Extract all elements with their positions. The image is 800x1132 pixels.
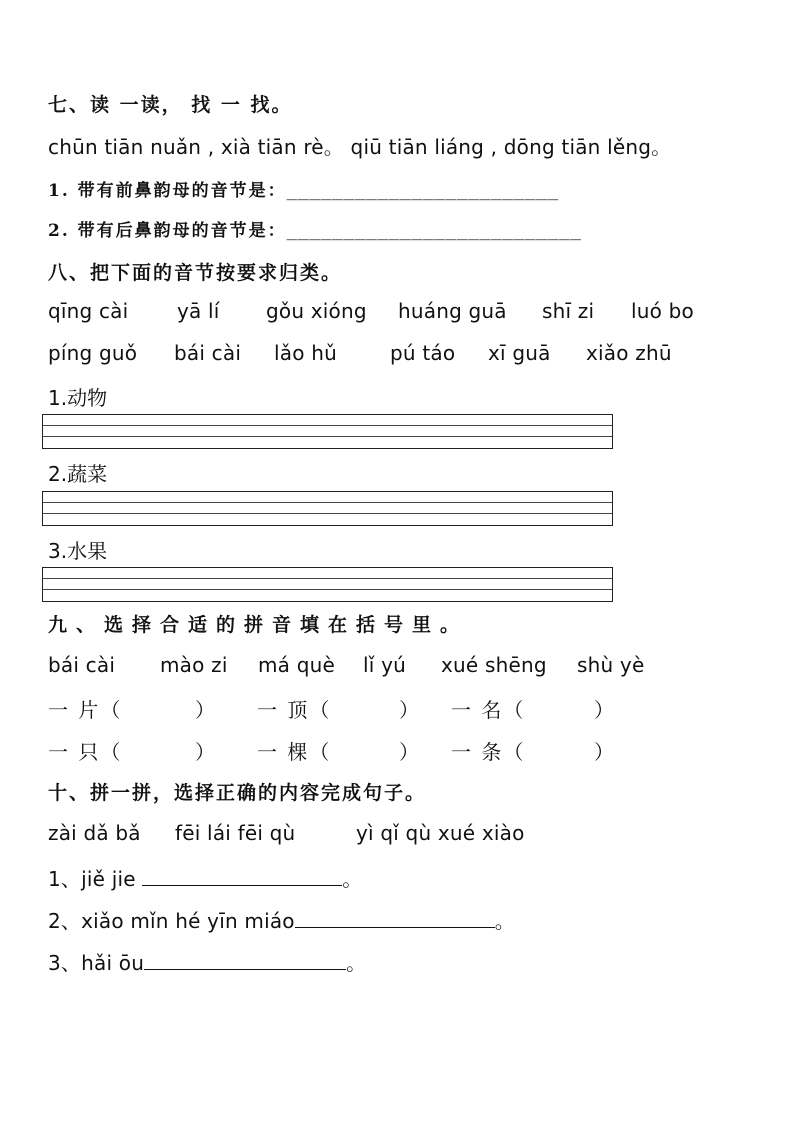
fill-in-bird: 一 只（ <box>48 740 123 764</box>
word-option: mào zi <box>160 653 228 677</box>
sentence-1-subject: 1、jiě jie <box>48 867 136 891</box>
section7-question-1 <box>48 176 559 201</box>
fill-in-student: 一 名（ <box>451 698 526 722</box>
syllable-item: xiǎo zhū <box>586 341 672 365</box>
syllable-item: yā lí <box>177 299 220 323</box>
writing-grid-animals[interactable] <box>42 414 613 449</box>
sentence-option: zài dǎ bǎ <box>48 821 141 845</box>
word-option: má què <box>258 653 335 677</box>
sentence-3-blank[interactable] <box>144 951 346 970</box>
paren-close[interactable]: ） <box>399 698 421 722</box>
syllable-item: lǎo hǔ <box>274 341 337 365</box>
sentence-3-subject: 3、hǎi ōu <box>48 951 145 975</box>
paren-close[interactable]: ） <box>594 698 616 722</box>
syllable-item: bái cài <box>174 341 242 365</box>
section9-heading: 九、选择合适的拼音填在括号里。 <box>48 614 469 636</box>
fill-in-hat: 一 顶（ <box>257 698 332 722</box>
category-animals-label: 1.动物 <box>48 386 108 410</box>
fill-in-cabbage: 一 棵（ <box>257 740 332 764</box>
section8-heading: 八、把下面的音节按要求归类。 <box>48 262 343 284</box>
syllable-item: huáng guā <box>398 299 507 323</box>
sentence-2-blank[interactable] <box>295 909 495 928</box>
syllable-item: luó bo <box>631 299 694 323</box>
syllable-item: gǒu xióng <box>266 299 367 323</box>
section7-pinyin-line: chūn tiān nuǎn , xià tiān rè。 qiū tiān liáng , dōng tiān lěng。 <box>48 135 672 159</box>
question-1-label: 1. 带有前鼻韵母的音节是： <box>48 181 287 201</box>
syllable-item: qīng cài <box>48 299 129 323</box>
word-option: shù yè <box>577 653 645 677</box>
word-option: xué shēng <box>441 653 547 677</box>
sentence-end: 。 <box>494 909 515 933</box>
sentence-2 <box>48 905 515 934</box>
sentence-2-subject: 2、xiǎo mǐn hé yīn miáo <box>48 909 295 933</box>
paren-close[interactable]: ） <box>399 740 421 764</box>
paren-close[interactable]: ） <box>594 740 616 764</box>
sentence-1-blank[interactable] <box>142 867 342 886</box>
answer-blank-2[interactable]: __________________________ <box>286 220 582 241</box>
fill-in-fish: 一 条（ <box>451 740 526 764</box>
syllable-item: xī guā <box>488 341 551 365</box>
fill-in-piece: 一 片（ <box>48 698 123 722</box>
category-vegetables-label: 2.蔬菜 <box>48 462 108 486</box>
syllable-item: píng guǒ <box>48 341 138 365</box>
word-option: bái cài <box>48 653 116 677</box>
word-option: lǐ yú <box>363 653 406 677</box>
category-fruits-label: 3.水果 <box>48 539 108 563</box>
sentence-option: yì qǐ qù xué xiào <box>356 821 525 845</box>
sentence-end: 。 <box>342 867 363 891</box>
section7-heading: 七、读 一读， 找 一 找。 <box>48 94 293 116</box>
writing-grid-vegetables[interactable] <box>42 491 613 526</box>
sentence-end: 。 <box>346 951 367 975</box>
writing-grid-fruits[interactable] <box>42 567 613 602</box>
paren-close[interactable]: ） <box>195 698 217 722</box>
paren-close[interactable]: ） <box>195 740 217 764</box>
answer-blank-1[interactable]: ________________________ <box>286 180 559 201</box>
section10-heading: 十、拼一拼，选择正确的内容完成句子。 <box>48 782 427 804</box>
section7-question-2 <box>48 216 581 241</box>
syllable-item: pú táo <box>390 341 456 365</box>
sentence-3 <box>48 947 366 976</box>
syllable-item: shī zi <box>542 299 595 323</box>
question-2-label: 2. 带有后鼻韵母的音节是： <box>48 221 287 241</box>
sentence-1 <box>48 863 362 892</box>
sentence-option: fēi lái fēi qù <box>175 821 296 845</box>
